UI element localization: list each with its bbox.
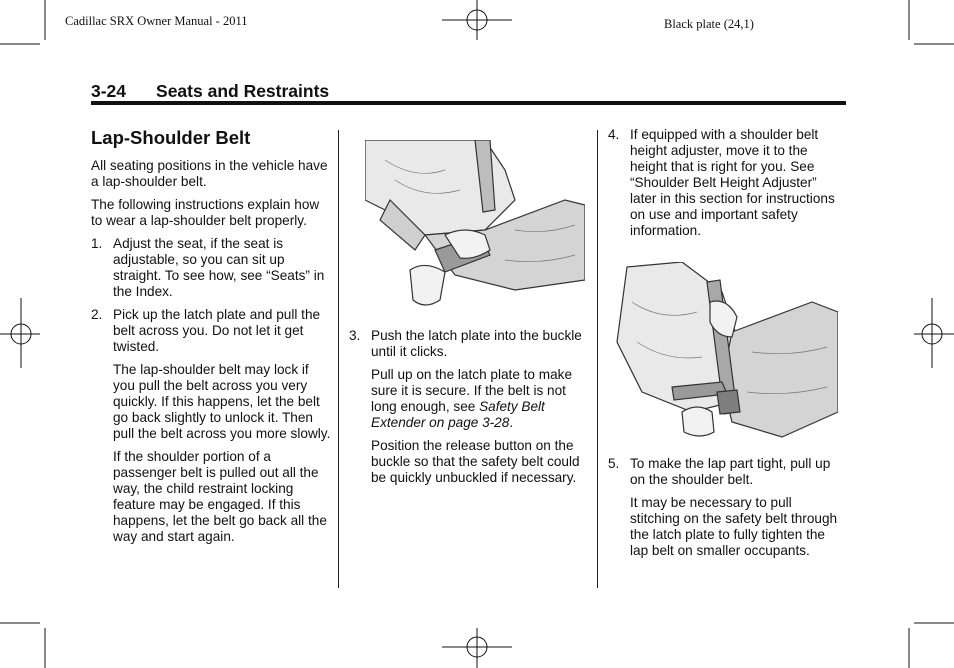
heading-rule <box>91 101 846 105</box>
page-number: 3-24 <box>91 81 127 101</box>
column-divider-1 <box>338 130 339 588</box>
step-text: Adjust the seat, if the seat is adjustable, so you can sit up straight. To see how, see “Seats” in the Index. <box>113 236 325 299</box>
step-5-note-1: It may be necessary to pull stitching on the safety belt through the latch plate to fully tighten the lap belt on smaller occupants. <box>630 495 838 558</box>
step-4 <box>608 127 840 239</box>
column-1 <box>91 127 331 552</box>
step-text: If equipped with a shoulder belt height adjuster, move it to the height that is right for you. See “Shoulder Belt Height Adjuster” later in this section for instructions on use and important safety information. <box>630 127 835 238</box>
intro-paragraph-1: All seating positions in the vehicle have a lap-shoulder belt. <box>91 158 328 189</box>
step-number: 4. <box>608 127 620 142</box>
illustration-latch-buckle <box>365 140 585 318</box>
step-2 <box>91 307 331 355</box>
step-5 <box>608 456 840 488</box>
step-2-note-2: If the shoulder portion of a passenger belt is pulled out all the way, the child restraint locking feature may be engaged. If this happens, let the belt go back all the way and start again. <box>113 449 327 544</box>
cross-reference: Safety Belt Extender on page 3-28 <box>371 399 545 430</box>
step-3-note-2: Position the release button on the buckle so that the safety belt could be quickly unbuckled if necessary. <box>371 438 580 485</box>
column-2 <box>349 328 589 493</box>
illustration-shoulder-belt <box>612 262 838 446</box>
plate-label: Black plate (24,1) <box>664 17 754 31</box>
step-3 <box>349 328 589 360</box>
column-3 <box>608 127 840 246</box>
step-2-note-1: The lap-shoulder belt may lock if you pull the belt across you very quickly. If this happens, let the belt go back slightly to unlock it. Then pull the belt across you more slowly. <box>113 362 331 441</box>
intro-paragraph-2: The following instructions explain how to wear a lap-shoulder belt properly. <box>91 197 320 228</box>
manual-title-header: Cadillac SRX Owner Manual - 2011 <box>65 14 248 28</box>
column-divider-2 <box>597 130 598 588</box>
step-3-note-1 <box>349 367 589 431</box>
step-number: 1. <box>91 236 103 251</box>
step-text: To make the lap part tight, pull up on the shoulder belt. <box>630 456 831 487</box>
step-text: Pick up the latch plate and pull the belt across you. Do not let it get twisted. <box>113 307 321 354</box>
step-number: 5. <box>608 456 620 471</box>
step-number: 2. <box>91 307 103 322</box>
section-title: Seats and Restraints <box>156 81 330 101</box>
page-heading <box>91 81 329 102</box>
step-number: 3. <box>349 328 361 343</box>
note-text-end: . <box>509 415 514 430</box>
step-text: Push the latch plate into the buckle until it clicks. <box>371 328 582 359</box>
column-3-lower <box>608 456 840 566</box>
note-text: Pull up on the latch plate to make sure it is secure. If the belt is not long enough, see <box>371 367 573 414</box>
subsection-title: Lap-Shoulder Belt <box>91 127 251 148</box>
step-1 <box>91 236 331 300</box>
